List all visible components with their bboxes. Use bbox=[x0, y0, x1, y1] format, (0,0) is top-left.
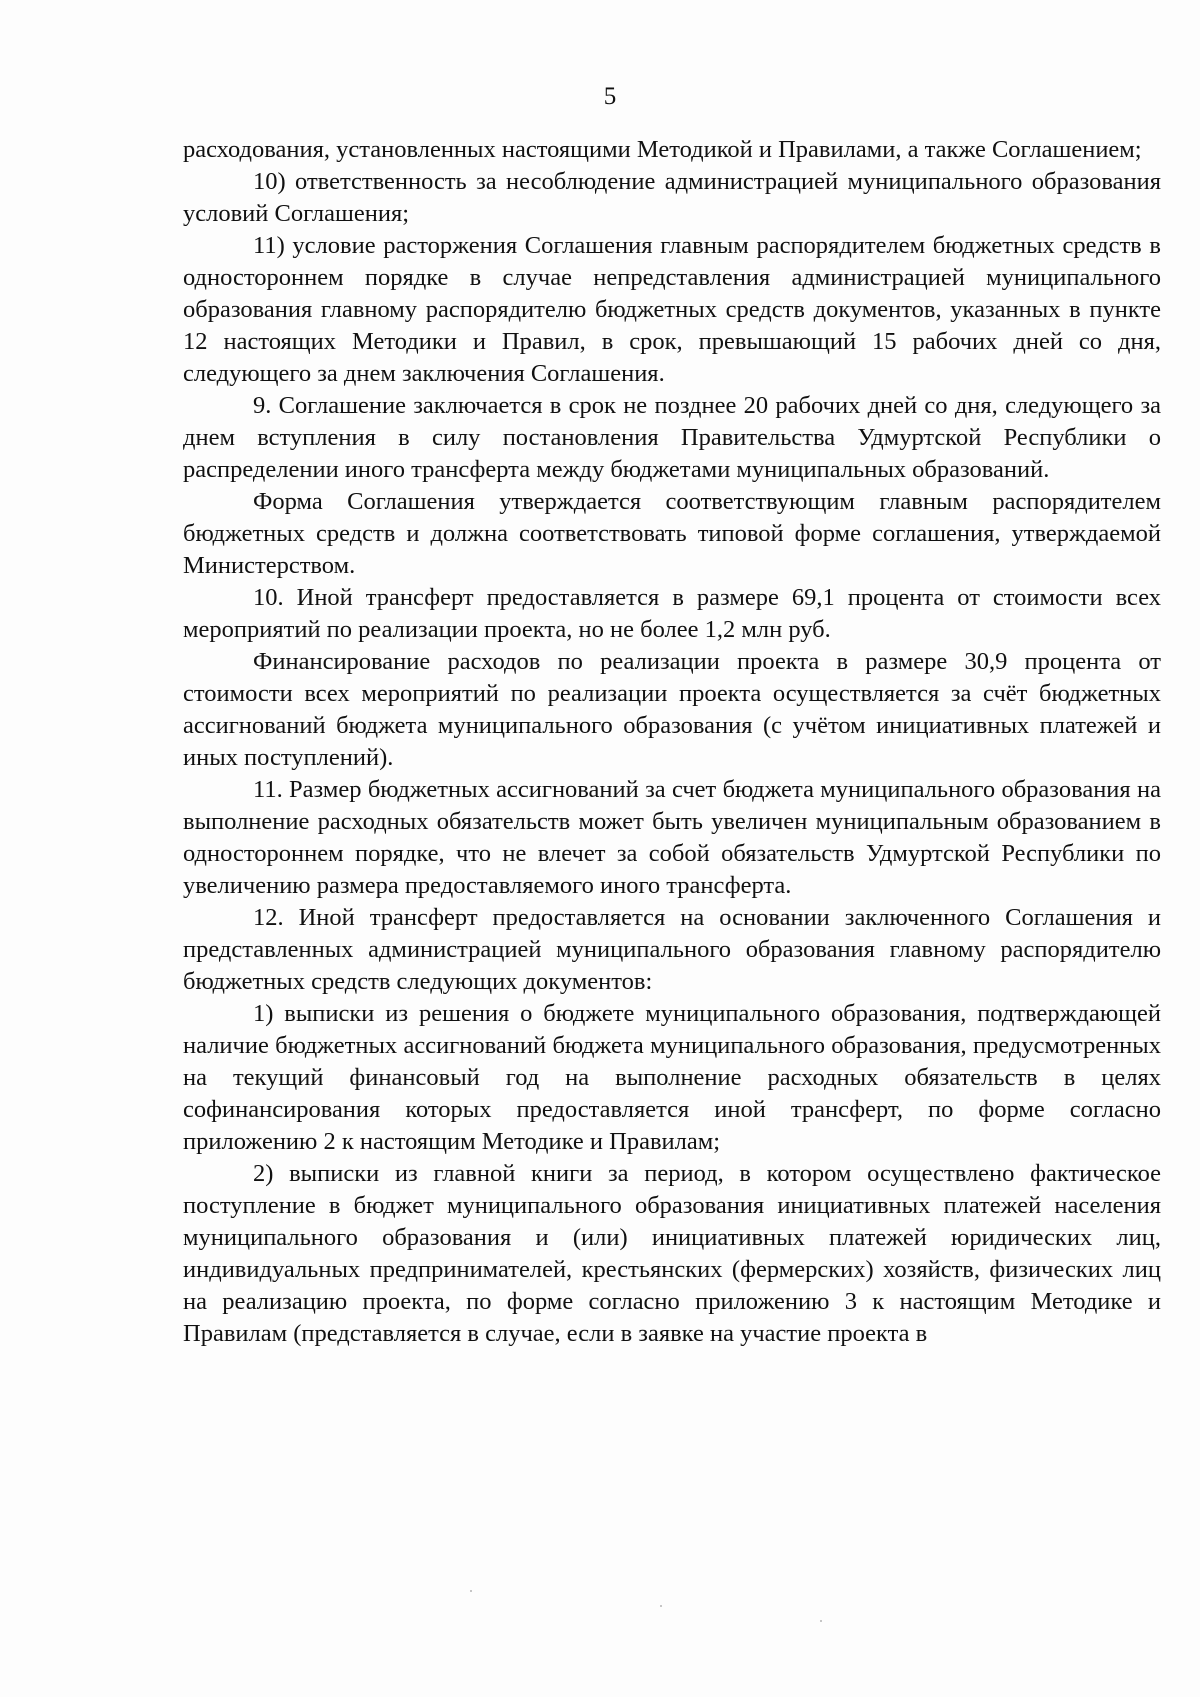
paragraph-continuation: расходования, установленных настоящими Методикой и Правилами, а также Соглашением; bbox=[183, 136, 1142, 163]
paragraph-clause-10: 10. Иной трансферт предоставляется в размере 69,1 процента от стоимости всех мероприятий по реализации проекта, но не более 1,2 млн руб. bbox=[183, 584, 1161, 643]
paragraph-item-10: 10) ответственность за несоблюдение администрацией муниципального образования условий Соглашения; bbox=[183, 168, 1161, 227]
paragraph-clause-12: 12. Иной трансферт предоставляется на основании заключенного Соглашения и представленных администрацией муниципального образования главному распорядителю бюджетных средств следующих документов: bbox=[183, 904, 1161, 995]
scan-speck bbox=[470, 1590, 472, 1592]
paragraph-subitem-2: 2) выписки из главной книги за период, в котором осуществлено фактическое поступление в бюджет муниципального образования инициативных платежей населения муниципального образования и (или) инициативных платежей юридических лиц, индивидуальных предпринимателей, крестьянских (фермерских) хозяйств, физических лиц на реализацию проекта, по форме согласно приложению 3 к настоящим Методике и Правилам (представляется в случае, если в заявке на участие проекта в bbox=[183, 1160, 1161, 1347]
paragraph-financing: Финансирование расходов по реализации проекта в размере 30,9 процента от стоимости всех мероприятий по реализации проекта осуществляется за счёт бюджетных ассигнований бюджета муниципального образования (с учётом инициативных платежей и иных поступлений). bbox=[183, 648, 1161, 771]
paragraph-clause-11: 11. Размер бюджетных ассигнований за счет бюджета муниципального образования на выполнение расходных обязательств может быть увеличен муниципальным образованием в одностороннем порядке, что не влечет за собой обязательств Удмуртской Республики по увеличению размера предоставляемого иного трансферта. bbox=[183, 776, 1161, 899]
paragraph-subitem-1: 1) выписки из решения о бюджете муниципального образования, подтверждающей наличие бюджетных ассигнований бюджета муниципального образования, предусмотренных на текущий финансовый год на выполнение расходных обязательств в целях софинансирования которых предоставляется иной трансферт, по форме согласно приложению 2 к настоящим Методике и Правилам; bbox=[183, 1000, 1161, 1155]
paragraph-item-11: 11) условие расторжения Соглашения главным распорядителем бюджетных средств в одностороннем порядке в случае непредставления администрацией муниципального образования главному распорядителю бюджетных средств документов, указанных в пункте 12 настоящих Методики и Правил, в срок, превышающий 15 рабочих дней со дня, следующего за днем заключения Соглашения. bbox=[183, 232, 1161, 387]
scan-speck bbox=[820, 1620, 822, 1622]
document-body bbox=[183, 134, 1161, 1350]
paragraph-agreement-form: Форма Соглашения утверждается соответствующим главным распорядителем бюджетных средств и должна соответствовать типовой форме соглашения, утверждаемой Министерством. bbox=[183, 488, 1161, 579]
scan-speck bbox=[660, 1605, 662, 1607]
page-number: 5 bbox=[603, 83, 617, 110]
paragraph-clause-9: 9. Соглашение заключается в срок не позднее 20 рабочих дней со дня, следующего за днем вступления в силу постановления Правительства Удмуртской Республики о распределении иного трансферта между бюджетами муниципальных образований. bbox=[183, 392, 1161, 483]
